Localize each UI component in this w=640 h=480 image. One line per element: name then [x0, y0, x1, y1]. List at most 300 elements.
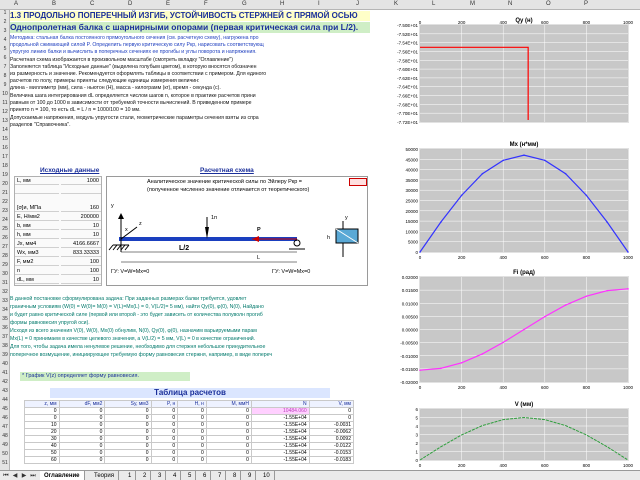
sheet-tab[interactable]: 3 — [154, 471, 166, 480]
column-letter[interactable]: B — [52, 1, 57, 7]
data-point — [627, 251, 629, 253]
y-tick-label: -0.00500 — [400, 340, 418, 346]
data-point — [606, 221, 608, 223]
row-number[interactable]: 50 — [2, 451, 8, 457]
calc-header-cell: N — [251, 401, 309, 408]
table-cell[interactable]: -0.0183 — [309, 457, 353, 464]
row-number[interactable]: 13 — [2, 118, 8, 124]
sheet-tab[interactable]: 6 — [199, 471, 211, 480]
table-cell[interactable]: 0 — [105, 415, 151, 422]
chart-v — [372, 398, 636, 470]
table-cell[interactable]: -1.55E+04 — [251, 450, 309, 457]
data-point — [627, 288, 629, 290]
row-number[interactable]: 5 — [3, 46, 7, 52]
y-tick-label: 0.01000 — [401, 301, 418, 307]
param-value[interactable]: 100 — [61, 258, 101, 266]
table-cell[interactable]: 0 — [151, 450, 178, 457]
data-point — [544, 316, 546, 318]
row-number[interactable]: 15 — [2, 136, 8, 142]
x-tick-label: 0 — [418, 255, 422, 260]
highlight-cell[interactable]: 10484.060 — [251, 408, 309, 415]
table-cell[interactable]: 0 — [105, 422, 151, 429]
param-label: F, мм2 — [15, 258, 59, 266]
table-cell[interactable]: 0 — [178, 429, 207, 436]
row-number[interactable]: 23 — [2, 208, 8, 214]
table-cell[interactable]: 10 — [25, 422, 60, 429]
scheme-header: Расчетная схема — [200, 167, 254, 174]
sheet-tab[interactable]: 9 — [244, 471, 256, 480]
chart-svg — [372, 14, 636, 132]
sheet-tab[interactable]: 8 — [229, 471, 241, 480]
x-tick-label: 400 — [499, 255, 507, 260]
table-cell[interactable]: 0 — [59, 429, 105, 436]
row-number[interactable]: 40 — [2, 361, 8, 367]
table-cell[interactable]: 0 — [59, 443, 105, 450]
row-number[interactable]: 44 — [2, 397, 8, 403]
row-number[interactable]: 4 — [3, 37, 7, 43]
data-point — [523, 329, 525, 331]
row-number[interactable]: 30 — [2, 271, 8, 277]
data-point — [419, 251, 421, 253]
data-point — [461, 362, 463, 364]
y-tick-label: 4 — [415, 424, 418, 429]
row-number[interactable]: 9 — [3, 82, 7, 88]
table-cell[interactable]: -0.0153 — [309, 450, 353, 457]
row-number[interactable]: 1 — [3, 10, 7, 16]
param-label: dL, мм — [15, 276, 59, 284]
desc-line: формы равновесия упругой оси). — [10, 320, 90, 326]
y-tick-label: 40000 — [405, 167, 418, 173]
table-cell[interactable]: 0 — [206, 457, 251, 464]
data-point — [502, 160, 504, 162]
next-sheet-icon[interactable]: ▶ — [21, 473, 27, 479]
data-point — [606, 290, 608, 292]
table-row — [25, 450, 354, 457]
x-tick-label: 200 — [457, 385, 466, 390]
data-point — [419, 369, 421, 371]
param-value[interactable]: 833.33333 — [61, 249, 101, 257]
table-cell[interactable]: 0 — [105, 436, 151, 443]
table-cell[interactable]: -0.0122 — [309, 443, 353, 450]
row-number[interactable]: 10 — [2, 91, 8, 97]
column-letter[interactable]: A — [14, 1, 19, 7]
x-tick-label: 1000 — [622, 20, 634, 25]
table-cell[interactable]: 0 — [206, 408, 251, 415]
table-cell[interactable]: 0 — [59, 450, 105, 457]
row-number[interactable]: 45 — [2, 406, 8, 412]
y-tick-label: 35000 — [405, 177, 418, 183]
y-tick-label: -7.70E+01 — [397, 111, 418, 117]
table-cell[interactable]: 0 — [151, 457, 178, 464]
last-sheet-icon[interactable]: ⏭ — [30, 473, 36, 479]
y-tick-label: -7.68E+01 — [397, 102, 418, 108]
worksheet[interactable] — [10, 10, 370, 468]
table-cell[interactable]: 20 — [25, 429, 60, 436]
y-tick-label: 5 — [415, 415, 418, 421]
row-number[interactable]: 24 — [2, 217, 8, 223]
y-tick-label: -7.54E+01 — [397, 40, 418, 46]
row-number[interactable]: 29 — [2, 262, 8, 268]
table-cell[interactable]: 0 — [178, 457, 207, 464]
x-tick-label: 1000 — [622, 463, 634, 468]
column-letter[interactable]: I — [318, 1, 320, 7]
row-number[interactable]: 39 — [2, 352, 8, 358]
row-number[interactable]: 49 — [2, 442, 8, 448]
row-number[interactable]: 11 — [2, 100, 8, 106]
params-header: Исходные данные — [40, 167, 100, 174]
table-cell[interactable]: 0 — [151, 422, 178, 429]
column-letter[interactable]: J — [356, 1, 359, 7]
table-cell[interactable]: 0 — [151, 429, 178, 436]
row-number[interactable]: 34 — [2, 307, 8, 313]
scheme-note-2: (полученное численно значение отличается от теоретического) — [147, 187, 310, 193]
table-cell[interactable]: 0 — [309, 408, 353, 415]
table-cell[interactable]: 50 — [25, 450, 60, 457]
y-tick-label: 0 — [415, 458, 418, 463]
plot-area — [420, 25, 628, 122]
row-number[interactable]: 8 — [3, 73, 7, 79]
table-row — [25, 415, 354, 422]
y-tick-label: -7.58E+01 — [397, 58, 418, 64]
column-letter[interactable]: G — [242, 1, 247, 7]
table-row — [25, 429, 354, 436]
table-cell[interactable]: -1.55E+04 — [251, 422, 309, 429]
sheet-tab[interactable]: 4 — [169, 471, 181, 480]
param-value[interactable]: 200000 — [61, 213, 101, 221]
y-tick-label: 0.02000 — [401, 275, 418, 280]
row-number[interactable]: 27 — [2, 244, 8, 250]
body-text — [10, 57, 370, 137]
y-tick-label: -7.56E+01 — [397, 49, 418, 55]
boundary-right: ГУ: V=W=Mx=0 — [272, 269, 311, 275]
y-tick-label: -7.64E+01 — [397, 84, 418, 90]
param-value[interactable]: 10 — [61, 222, 101, 230]
param-label: h, мм — [15, 231, 59, 239]
intro-line: продольной сжимающей силой P. Определить первую критическую силу Pкр, нарисовать соответствующ — [10, 42, 264, 48]
table-cell[interactable]: 0 — [59, 422, 105, 429]
scheme-panel — [106, 176, 368, 286]
body-line: Величина шага интегрирования dL определяется числом шагов n, которое в практике расчетов прини — [10, 93, 256, 99]
table-cell[interactable]: 0 — [105, 450, 151, 457]
data-point — [461, 195, 463, 197]
first-sheet-icon[interactable]: ⏮ — [3, 473, 9, 479]
table-cell[interactable]: 0 — [178, 450, 207, 457]
calc-table — [24, 400, 354, 464]
table-cell[interactable]: 0 — [25, 408, 60, 415]
row-number[interactable]: 14 — [2, 127, 8, 133]
row-number[interactable]: 43 — [2, 388, 8, 394]
y-tick-label: 45000 — [405, 157, 418, 163]
table-row — [25, 422, 354, 429]
row-number[interactable]: 37 — [2, 334, 8, 340]
desc-line: и будет равно критической силе (первой или второй - это будет зависеть от количества полуволн прогиб — [10, 312, 263, 318]
row-number[interactable]: 41 — [2, 370, 8, 376]
row-number[interactable]: 31 — [2, 280, 8, 286]
param-value[interactable]: 4166.6667 — [61, 240, 101, 248]
params-table — [14, 176, 102, 286]
row-number[interactable]: 20 — [2, 181, 8, 187]
y-tick-label: 0.01500 — [401, 288, 418, 294]
table-cell[interactable]: 0 — [59, 415, 105, 422]
body-line: Допускаемые напряжения, модуль упругости стали, геометрические параметры сечения взяты из спра — [10, 115, 259, 121]
desc-line: Для того, чтобы задача имела ненулевое решение, необходимо для стержня небольшое принудительное — [10, 344, 266, 350]
table-cell[interactable]: 0 — [105, 429, 151, 436]
description-text — [10, 296, 370, 362]
axis-x-label: x — [125, 227, 128, 233]
table-cell[interactable]: 0 — [59, 408, 105, 415]
param-label: Jx, мм4 — [15, 240, 59, 248]
sheet-tab[interactable]: 2 — [139, 471, 151, 480]
row-number[interactable]: 21 — [2, 190, 8, 196]
row-number[interactable]: 7 — [3, 64, 7, 70]
column-letter[interactable]: H — [280, 1, 285, 7]
column-letter[interactable]: L — [432, 1, 436, 7]
table-cell[interactable]: -1.55E+04 — [251, 436, 309, 443]
row-number[interactable]: 48 — [2, 433, 8, 439]
table-cell[interactable]: 0 — [206, 436, 251, 443]
row-number[interactable]: 22 — [2, 199, 8, 205]
data-point — [440, 221, 442, 223]
desc-line: В данной постановке сформулирована задача: При заданных размерах балки требуется, удовлет — [10, 296, 247, 302]
calc-header-cell: V, мм — [309, 401, 353, 408]
section-y-label: y — [345, 215, 348, 221]
note-cell: * График V(z) определяет форму равновесия. — [20, 372, 190, 381]
sheet-tab[interactable]: 1 — [124, 471, 136, 480]
table-cell[interactable]: 0 — [151, 415, 178, 422]
y-tick-label: 20000 — [405, 208, 418, 214]
param-value[interactable] — [61, 186, 101, 194]
table-cell[interactable]: -0.0031 — [309, 422, 353, 429]
param-label: L, мм — [15, 177, 59, 185]
calc-header-cell: М, ммН — [206, 401, 251, 408]
table-cell[interactable]: 0.0092 — [309, 436, 353, 443]
table-cell[interactable]: 0 — [206, 429, 251, 436]
x-tick-label: 1000 — [622, 255, 634, 260]
chart-svg — [372, 138, 636, 262]
column-header-bar — [0, 0, 640, 10]
data-point — [523, 154, 525, 156]
row-number[interactable]: 36 — [2, 325, 8, 331]
x-tick-label: 600 — [541, 20, 549, 25]
calc-header-cell: P, н — [151, 401, 178, 408]
row-number[interactable]: 33 — [2, 298, 8, 304]
column-letter[interactable]: C — [90, 1, 95, 7]
row-number[interactable]: 19 — [2, 172, 8, 178]
row-number[interactable]: 18 — [2, 163, 8, 169]
body-line: принято n = 100, то есть dL = L / n = 1000/100 = 10 мм. — [10, 107, 141, 113]
y-tick-label: 50000 — [405, 147, 418, 152]
x-tick-label: 800 — [582, 20, 591, 25]
x-tick-label: 200 — [457, 255, 466, 260]
column-letter[interactable]: K — [394, 1, 399, 7]
desc-line: граничным условиям (W(0) = W(0)= M(0) = V(L)=Mx(L) = 0, V(L/2)= 5 мм), найти Qy(0), φ(0), N(0), Найдано — [10, 304, 264, 310]
body-line: разделов "Справочника". — [10, 122, 71, 128]
param-label — [15, 186, 59, 194]
y-tick-label: 0.00500 — [401, 314, 418, 320]
x-tick-label: 200 — [457, 20, 466, 25]
sheet-tab[interactable]: 7 — [214, 471, 226, 480]
table-cell[interactable]: 0 — [206, 450, 251, 457]
table-cell[interactable]: 60 — [25, 457, 60, 464]
column-letter[interactable]: M — [470, 1, 475, 7]
chart-qy — [372, 14, 636, 132]
param-value[interactable]: 10 — [61, 231, 101, 239]
row-number[interactable]: 12 — [2, 109, 8, 115]
calc-header-cell: z, мм — [25, 401, 60, 408]
sheet-tab[interactable]: Оглавление — [40, 471, 85, 480]
section-h-label: h — [327, 235, 331, 241]
table-cell[interactable]: -0.0062 — [309, 429, 353, 436]
row-number[interactable]: 42 — [2, 379, 8, 385]
table-row — [25, 443, 354, 450]
x-tick-label: 0 — [418, 463, 422, 468]
row-number[interactable]: 32 — [2, 289, 8, 295]
x-tick-label: 400 — [499, 385, 507, 390]
table-cell[interactable]: 0 — [309, 415, 353, 422]
table-cell[interactable]: 0 — [151, 436, 178, 443]
table-row — [25, 457, 354, 464]
table-cell[interactable]: 0 — [25, 415, 60, 422]
data-point — [440, 368, 442, 370]
calc-table-title: Таблица расчетов — [50, 388, 330, 398]
half-span-label: L/2 — [179, 245, 190, 252]
intro-text — [10, 35, 370, 55]
intro-line: Методика: стальная балка постоянного прямоугольного сечения (см. расчетную схему), нагружена про — [10, 35, 259, 41]
table-cell[interactable]: 0 — [105, 457, 151, 464]
body-line: Расчетная схема изображается в произвольном масштабе (смотреть вкладку "Оглавление") — [10, 57, 234, 63]
y-tick-label: 1 — [415, 449, 418, 455]
desc-line: Исходя из всего значения V(0), W(0), Mx(0) обнулим, N(0), Qy(0), φ(0), назначим варьируемыми парам — [10, 328, 257, 334]
y-tick-label: 5000 — [407, 239, 418, 245]
x-tick-label: 1000 — [622, 385, 634, 390]
param-label: Wx, мм3 — [15, 249, 59, 257]
param-value[interactable]: 160 — [61, 204, 101, 212]
row-number[interactable]: 16 — [2, 145, 8, 151]
x-tick-label: 0 — [418, 385, 422, 390]
sheet-tab[interactable]: Теория — [90, 471, 119, 480]
table-cell[interactable]: 0 — [178, 415, 207, 422]
table-cell[interactable]: 0 — [178, 408, 207, 415]
chart-title: Mx (н*мм) — [509, 142, 539, 148]
chart-title: Qy (н) — [515, 18, 533, 24]
body-line: расчетов по полу, примеры приняты следующие единицы измерения величин: — [10, 78, 200, 84]
calc-header-cell: Н, н — [178, 401, 207, 408]
table-cell[interactable]: 30 — [25, 436, 60, 443]
table-cell[interactable]: 0 — [206, 443, 251, 450]
table-row — [25, 436, 354, 443]
x-tick-label: 200 — [457, 463, 466, 468]
param-label: [σ]и, МПа — [15, 204, 59, 212]
table-cell[interactable]: 0 — [59, 457, 105, 464]
y-tick-label: 15000 — [405, 219, 418, 225]
sheet-tab[interactable]: 5 — [184, 471, 196, 480]
body-line: равным от 100 до 1000 в зависимости от требуемой точности вычислений. В приведенном примере — [10, 100, 252, 106]
column-letter[interactable]: O — [546, 1, 551, 7]
param-label: E, Н/мм2 — [15, 213, 59, 221]
axis-y-label: y — [111, 203, 114, 209]
sheet-tabs-bar — [0, 470, 640, 480]
table-cell[interactable]: 0 — [178, 436, 207, 443]
table-cell[interactable]: 0 — [206, 415, 251, 422]
y-tick-label: -0.01500 — [400, 366, 418, 372]
y-tick-label: -7.72E+01 — [397, 120, 418, 125]
param-value[interactable]: 1000 — [61, 177, 101, 185]
table-cell[interactable]: -1.55E+04 — [251, 457, 309, 464]
table-cell[interactable]: -1.55E+04 — [251, 443, 309, 450]
row-number[interactable]: 47 — [2, 424, 8, 430]
column-letter[interactable]: F — [204, 1, 208, 7]
column-letter[interactable]: P — [584, 1, 589, 7]
row-number[interactable]: 26 — [2, 235, 8, 241]
column-letter[interactable]: D — [128, 1, 133, 7]
table-cell[interactable]: 0 — [105, 408, 151, 415]
table-cell[interactable]: 0 — [59, 436, 105, 443]
param-value[interactable]: 10 — [61, 276, 101, 284]
y-tick-label: 6 — [415, 407, 418, 412]
x-tick-label: 600 — [541, 463, 549, 468]
sheet-tab[interactable]: 10 — [259, 471, 275, 480]
desc-line: Mx(L) = 0 принимаем в качестве целевого значения, а V(L/2) = 5 мм, V(L) = 0 в качестве ограничений. — [10, 336, 256, 342]
boundary-left: ГУ: V=W=Mx=0 — [111, 269, 150, 275]
row-number[interactable]: 51 — [2, 460, 8, 466]
data-point — [502, 342, 504, 344]
row-number[interactable]: 35 — [2, 316, 8, 322]
y-tick-label: -7.66E+01 — [397, 93, 418, 99]
y-tick-label: -7.62E+01 — [397, 75, 418, 81]
desc-line: поперечное возмущение, инициирующее требуемую форму равновесия стержня, например, в виде попереч — [10, 352, 273, 358]
table-cell[interactable]: 0 — [178, 422, 207, 429]
axis-z-label: z — [139, 221, 142, 227]
row-number[interactable]: 28 — [2, 253, 8, 259]
table-cell[interactable]: -1.55E+04 — [251, 429, 309, 436]
table-cell[interactable]: 0 — [151, 443, 178, 450]
column-letter[interactable]: N — [508, 1, 513, 7]
calc-header-row — [25, 401, 354, 408]
table-cell[interactable]: 0 — [206, 422, 251, 429]
param-label: n — [15, 267, 59, 275]
x-tick-label: 800 — [582, 255, 591, 260]
data-point — [544, 160, 546, 162]
prev-sheet-icon[interactable]: ◀ — [12, 473, 18, 479]
y-tick-label: -7.52E+01 — [397, 31, 418, 37]
table-cell[interactable]: 40 — [25, 443, 60, 450]
row-number[interactable]: 46 — [2, 415, 8, 421]
row-number[interactable]: 38 — [2, 343, 8, 349]
row-header-bar — [0, 10, 10, 470]
row-number[interactable]: 6 — [3, 55, 7, 61]
y-tick-label: -7.50E+01 — [397, 23, 418, 28]
row-number[interactable]: 3 — [3, 28, 7, 34]
data-point — [482, 173, 484, 175]
y-tick-label: -7.60E+01 — [397, 67, 418, 73]
x-tick-label: 0 — [418, 20, 422, 25]
table-cell[interactable]: -1.55E+04 — [251, 415, 309, 422]
chart-title: Fi (рад) — [513, 270, 535, 276]
body-line: длина - миллиметр (мм), сила - ньютон (Н), масса - килограмм (кг), время - секунда (с). — [10, 85, 221, 91]
body-line: Заполняется таблица "Исходные данные" (выделена голубым цветом), в которую вносятся обозначен — [10, 64, 257, 70]
y-tick-label: -0.01000 — [400, 353, 418, 359]
row-number[interactable]: 25 — [2, 226, 8, 232]
table-cell[interactable]: 0 — [151, 408, 178, 415]
data-point — [565, 173, 567, 175]
param-value[interactable]: 100 — [61, 267, 101, 275]
row-number[interactable]: 2 — [3, 19, 7, 25]
table-cell[interactable]: 0 — [105, 443, 151, 450]
column-letter[interactable]: E — [166, 1, 171, 7]
row-number[interactable]: 17 — [2, 154, 8, 160]
table-cell[interactable]: 0 — [178, 443, 207, 450]
data-point — [565, 304, 567, 306]
